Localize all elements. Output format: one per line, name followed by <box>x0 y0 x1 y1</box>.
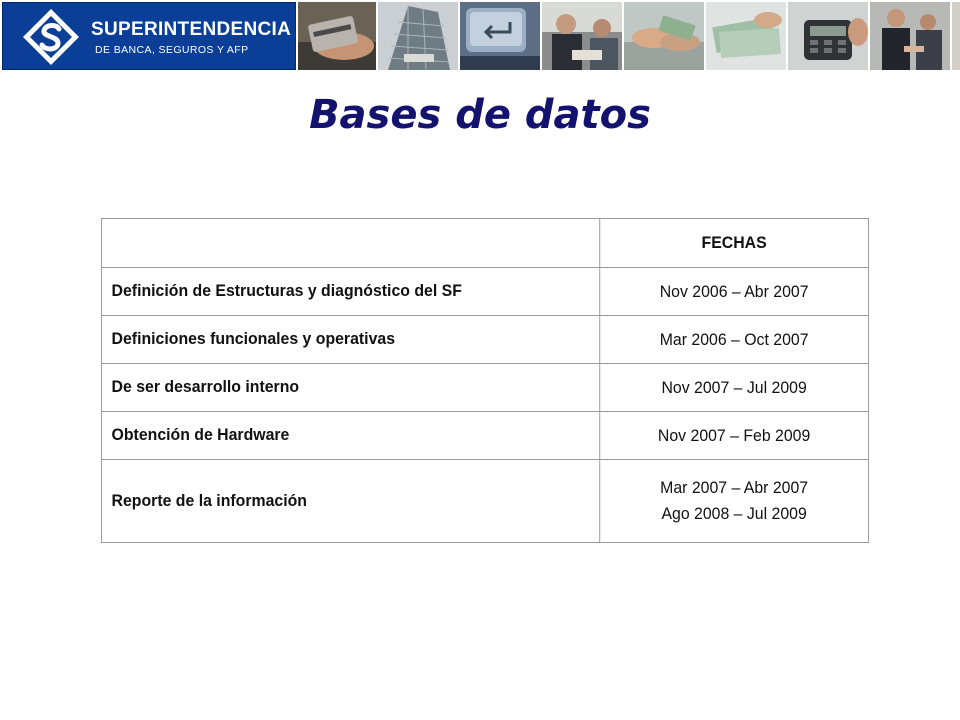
handshake-cash-photo <box>624 2 706 70</box>
logo-subtitle: DE BANCA, SEGUROS Y AFP <box>95 44 249 56</box>
row-dates <box>600 460 869 543</box>
keyboard-enter-key-photo <box>460 2 542 70</box>
logo-title: SUPERINTENDENCIA <box>91 19 292 40</box>
table-row <box>101 460 868 543</box>
header-banner <box>0 0 960 72</box>
row-dates <box>600 412 869 460</box>
sbs-emblem-icon <box>21 7 81 67</box>
row-label: Definiciones funcionales y operativas <box>101 316 599 364</box>
table-row <box>101 364 868 412</box>
credit-card-photo <box>298 2 378 70</box>
signing-document-photo <box>952 2 960 70</box>
row-dates <box>600 316 869 364</box>
schedule-table <box>101 218 869 543</box>
row-dates <box>600 268 869 316</box>
date-range: Nov 2006 – Abr 2007 <box>659 282 809 301</box>
date-range: Mar 2007 – Abr 2007 <box>660 479 809 497</box>
people-at-desk-photo <box>542 2 624 70</box>
row-label: Obtención de Hardware <box>101 412 599 460</box>
table-row <box>101 316 868 364</box>
table-row <box>101 412 868 460</box>
table-header-row <box>101 219 868 268</box>
sbs-logo <box>2 2 296 70</box>
header-empty-cell <box>101 219 599 268</box>
page-title: Bases de datos <box>309 92 651 138</box>
row-label: De ser desarrollo interno <box>101 364 599 412</box>
table-row <box>101 268 868 316</box>
card-terminal-photo <box>788 2 870 70</box>
date-range: Nov 2007 – Feb 2009 <box>657 426 811 445</box>
photo-strip <box>298 2 960 70</box>
date-range: Nov 2007 – Jul 2009 <box>661 378 807 397</box>
money-counting-photo <box>706 2 788 70</box>
row-dates <box>600 364 869 412</box>
business-meeting-photo <box>870 2 952 70</box>
row-label: Reporte de la información <box>101 460 599 543</box>
header-dates-cell: FECHAS <box>600 219 869 268</box>
row-label: Definición de Estructuras y diagnóstico del SF <box>101 268 599 316</box>
date-range: Mar 2006 – Oct 2007 <box>659 330 809 349</box>
office-building-photo <box>378 2 460 70</box>
date-range: Ago 2008 – Jul 2009 <box>661 505 807 523</box>
